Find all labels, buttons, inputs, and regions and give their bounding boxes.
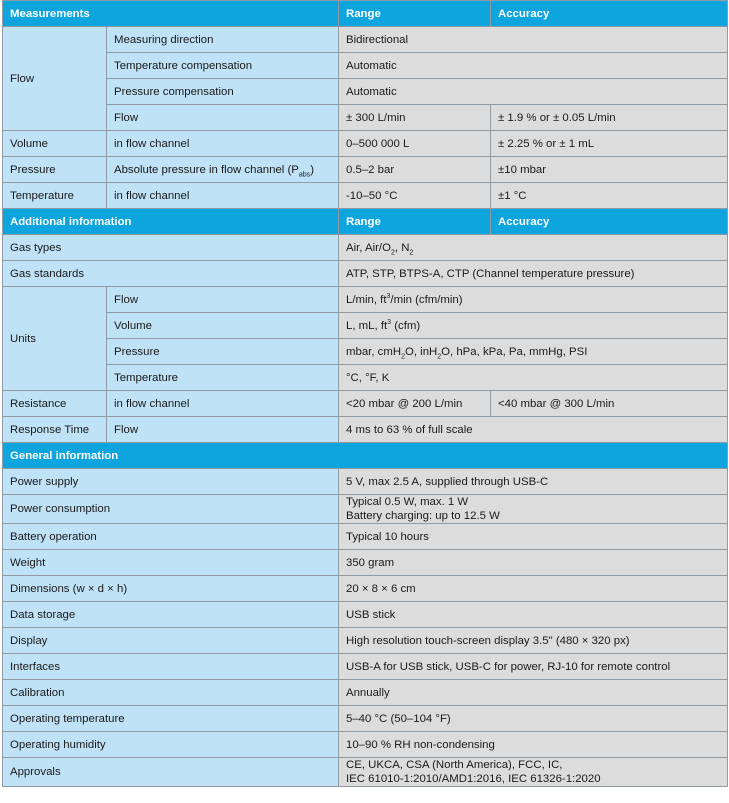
- gas-types-label: Gas types: [3, 235, 339, 261]
- approvals-value: [339, 758, 728, 787]
- gas-types-text: Air, Air/O: [346, 241, 391, 254]
- additional-range-heading: Range: [339, 209, 491, 235]
- power-supply-label: Power supply: [3, 469, 339, 495]
- table-row: [3, 79, 728, 105]
- general-heading: General information: [3, 443, 728, 469]
- resistance-param: in flow channel: [107, 391, 339, 417]
- temperature-compensation-param: Temperature compensation: [107, 53, 339, 79]
- table-row: [3, 758, 728, 787]
- approvals-line: CE, UKCA, CSA (North America), FCC, IC,: [346, 759, 563, 771]
- approvals-line: IEC 61010-1:2010/AMD1:2016, IEC 61326-1:2020: [346, 773, 601, 785]
- pressure-param-text: Absolute pressure in flow channel (P: [114, 163, 299, 176]
- table-row: [3, 495, 728, 524]
- power-supply-value: 5 V, max 2.5 A, supplied through USB-C: [339, 469, 728, 495]
- table-row: [3, 576, 728, 602]
- pressure-param: [107, 157, 339, 183]
- table-row: [3, 287, 728, 313]
- gas-types-text: , N: [394, 241, 410, 254]
- table-row: [3, 680, 728, 706]
- flow-accuracy: ± 1.9 % or ± 0.05 L/min: [491, 105, 728, 131]
- resistance-label: Resistance: [3, 391, 107, 417]
- units-pressure-param: Pressure: [107, 339, 339, 365]
- volume-accuracy: ± 2.25 % or ± 1 mL: [491, 131, 728, 157]
- dimensions-label: Dimensions (w × d × h): [3, 576, 339, 602]
- operating-temperature-label: Operating temperature: [3, 706, 339, 732]
- table-row: [3, 550, 728, 576]
- weight-label: Weight: [3, 550, 339, 576]
- table-row: [3, 391, 728, 417]
- calibration-value: Annually: [339, 680, 728, 706]
- units-pressure-value: [339, 339, 728, 365]
- temperature-range: -10–50 °C: [339, 183, 491, 209]
- battery-operation-value: Typical 10 hours: [339, 524, 728, 550]
- gas-standards-value: ATP, STP, BTPS-A, CTP (Channel temperature pressure): [339, 261, 728, 287]
- units-flow-text: L/min, ft: [346, 293, 387, 306]
- response-time-param: Flow: [107, 417, 339, 443]
- temperature-label: Temperature: [3, 183, 107, 209]
- units-pressure-text: O, inH: [404, 345, 438, 358]
- gas-types-sub: 2: [390, 248, 395, 256]
- gas-standards-label: Gas standards: [3, 261, 339, 287]
- battery-operation-label: Battery operation: [3, 524, 339, 550]
- resistance-accuracy: <40 mbar @ 300 L/min: [491, 391, 728, 417]
- table-row: [3, 706, 728, 732]
- flow-label: Flow: [3, 27, 107, 131]
- units-volume-text: (cfm): [391, 319, 421, 332]
- table-row: [3, 313, 728, 339]
- pressure-compensation-range: Automatic: [339, 79, 728, 105]
- operating-humidity-label: Operating humidity: [3, 732, 339, 758]
- operating-temperature-value: 5–40 °C (50–104 °F): [339, 706, 728, 732]
- range-heading: Range: [339, 1, 491, 27]
- measurements-heading: Measurements: [3, 1, 339, 27]
- display-label: Display: [3, 628, 339, 654]
- table-row: [3, 339, 728, 365]
- pressure-compensation-param: Pressure compensation: [107, 79, 339, 105]
- interfaces-label: Interfaces: [3, 654, 339, 680]
- units-flow-value: [339, 287, 728, 313]
- units-flow-sup: 3: [386, 292, 391, 300]
- gas-types-value: [339, 235, 728, 261]
- power-consumption-label: Power consumption: [3, 495, 339, 524]
- units-volume-text: L, mL, ft: [346, 319, 388, 332]
- calibration-label: Calibration: [3, 680, 339, 706]
- pressure-param-subscript: abs: [298, 170, 311, 178]
- table-row: [3, 131, 728, 157]
- units-pressure-sub: 2: [401, 352, 405, 360]
- units-flow-text: /min (cfm/min): [390, 293, 463, 306]
- units-temperature-param: Temperature: [107, 365, 339, 391]
- table-row: [3, 183, 728, 209]
- volume-param: in flow channel: [107, 131, 339, 157]
- pressure-param-close: ): [310, 163, 314, 176]
- temperature-param: in flow channel: [107, 183, 339, 209]
- display-value: High resolution touch-screen display 3.5" (480 × 320 px): [339, 628, 728, 654]
- flow-param: Flow: [107, 105, 339, 131]
- response-time-range: 4 ms to 63 % of full scale: [339, 417, 728, 443]
- table-row: [3, 105, 728, 131]
- general-header-row: [3, 443, 728, 469]
- table-row: [3, 732, 728, 758]
- response-time-label: Response Time: [3, 417, 107, 443]
- dimensions-value: 20 × 8 × 6 cm: [339, 576, 728, 602]
- pressure-range: 0.5–2 bar: [339, 157, 491, 183]
- units-pressure-text: mbar, cmH: [346, 345, 402, 358]
- table-row: [3, 654, 728, 680]
- table-row: [3, 365, 728, 391]
- gas-types-sub: 2: [409, 248, 414, 256]
- accuracy-heading: Accuracy: [491, 1, 728, 27]
- table-row: [3, 417, 728, 443]
- flow-range: ± 300 L/min: [339, 105, 491, 131]
- power-consumption-line: Typical 0.5 W, max. 1 W: [346, 496, 469, 508]
- operating-humidity-value: 10–90 % RH non-condensing: [339, 732, 728, 758]
- spec-table: [2, 0, 728, 787]
- approvals-label: Approvals: [3, 758, 339, 787]
- pressure-label: Pressure: [3, 157, 107, 183]
- table-row: [3, 235, 728, 261]
- interfaces-value: USB-A for USB stick, USB-C for power, RJ-10 for remote control: [339, 654, 728, 680]
- units-flow-param: Flow: [107, 287, 339, 313]
- table-row: [3, 53, 728, 79]
- table-row: [3, 524, 728, 550]
- data-storage-label: Data storage: [3, 602, 339, 628]
- units-volume-param: Volume: [107, 313, 339, 339]
- table-row: [3, 469, 728, 495]
- table-row: [3, 261, 728, 287]
- table-row: [3, 157, 728, 183]
- power-consumption-line: Battery charging: up to 12.5 W: [346, 510, 500, 522]
- table-row: [3, 602, 728, 628]
- pressure-accuracy: ±10 mbar: [491, 157, 728, 183]
- units-pressure-sub: 2: [437, 352, 442, 360]
- volume-range: 0–500 000 L: [339, 131, 491, 157]
- units-volume-sup: 3: [387, 318, 392, 326]
- units-temperature-value: °C, °F, K: [339, 365, 728, 391]
- data-storage-value: USB stick: [339, 602, 728, 628]
- resistance-range: <20 mbar @ 200 L/min: [339, 391, 491, 417]
- additional-header-row: [3, 209, 728, 235]
- temperature-compensation-range: Automatic: [339, 53, 728, 79]
- power-consumption-value: [339, 495, 728, 524]
- temperature-accuracy: ±1 °C: [491, 183, 728, 209]
- weight-value: 350 gram: [339, 550, 728, 576]
- measuring-direction-param: Measuring direction: [107, 27, 339, 53]
- additional-heading: Additional information: [3, 209, 339, 235]
- units-volume-value: [339, 313, 728, 339]
- volume-label: Volume: [3, 131, 107, 157]
- table-row: [3, 628, 728, 654]
- table-row: [3, 27, 728, 53]
- measuring-direction-range: Bidirectional: [339, 27, 728, 53]
- units-pressure-text: O, hPa, kPa, Pa, mmHg, PSI: [441, 345, 588, 358]
- units-label: Units: [3, 287, 107, 391]
- additional-accuracy-heading: Accuracy: [491, 209, 728, 235]
- measurements-header-row: [3, 1, 728, 27]
